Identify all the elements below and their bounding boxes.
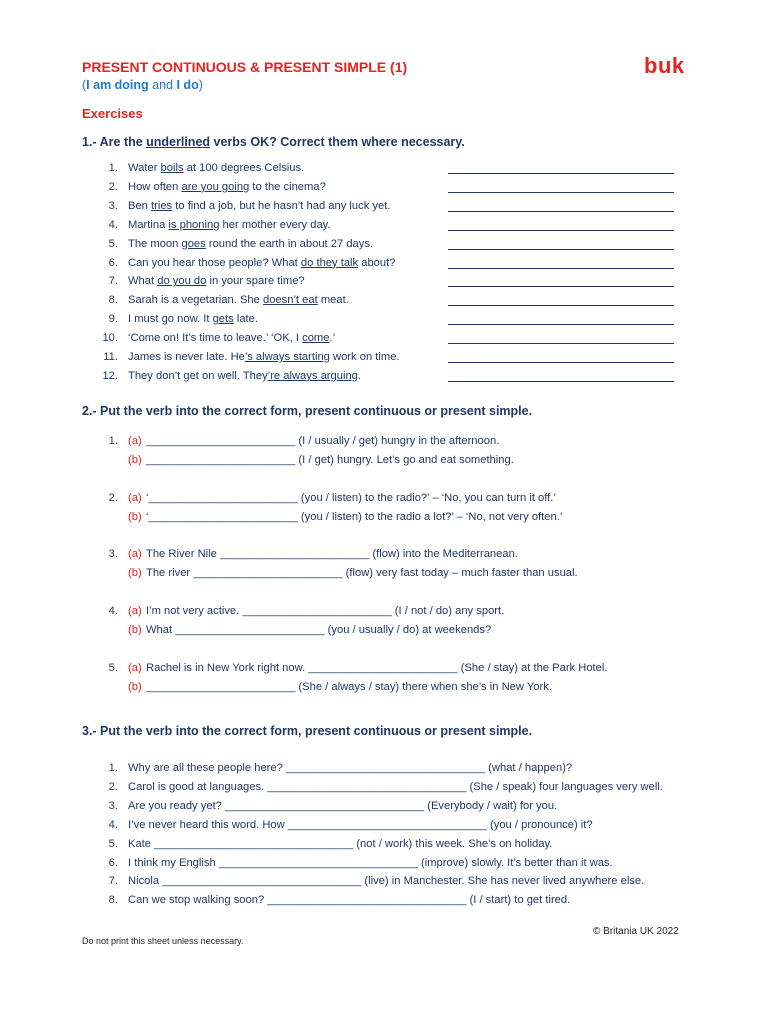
sentence-text: Water: [128, 162, 161, 174]
list-item: [0, 257, 768, 276]
underlined-verb: is phoning: [168, 218, 220, 231]
sentence-text: .: [357, 369, 361, 382]
answer-line[interactable]: [448, 173, 674, 174]
item-number: 1.: [108, 162, 118, 174]
item-number: 3.: [108, 799, 118, 812]
sentence-text: about?: [358, 256, 396, 269]
list-item: [0, 838, 768, 857]
exercise-row: [0, 567, 768, 586]
item-number: 1.: [108, 435, 118, 447]
underlined-verb: gets: [212, 313, 234, 326]
sentence-text: at 100 degrees Celsius.: [183, 162, 305, 174]
list-item: [0, 781, 768, 800]
item-number: 9.: [108, 313, 118, 326]
list-item: [0, 238, 768, 257]
sentence-text: in your spare time?: [206, 275, 305, 288]
item-number: 2.: [108, 780, 118, 793]
exercise-text: Carol is good at languages. ________________________________ (She / speak) four languages very well.: [128, 780, 663, 793]
exercise-text: Are you ready yet? ________________________________ (Everybody / wait) for you.: [128, 799, 558, 812]
answer-line[interactable]: [448, 230, 674, 231]
exercise-text: What ________________________ (you / usually / do) at weekends?: [146, 624, 492, 636]
item-number: 5.: [108, 662, 118, 674]
page-title: PRESENT CONTINUOUS & PRESENT SIMPLE (1): [82, 59, 408, 75]
sentence-text: ‘Come on! It’s time to leave.’ ‘OK, I: [128, 332, 303, 345]
answer-line[interactable]: [448, 381, 674, 382]
sentence-text: Martina: [128, 218, 169, 231]
exercise-text: The river ________________________ (flow) very fast today – much faster than usual.: [146, 567, 578, 579]
exercise-text: The River Nile ________________________ (flow) into the Mediterranean.: [146, 548, 518, 560]
sentence-text: to find a job, but he hasn’t had any luck yet.: [172, 199, 391, 212]
section-3-heading: 3.- Put the verb into the correct form, present continuous or present simple.: [82, 724, 533, 738]
sentence-text: Sarah is a vegetarian. She: [128, 294, 263, 307]
exercise-row: [0, 548, 768, 567]
item-sentence: [128, 181, 326, 193]
sentence-text: .’: [329, 332, 336, 345]
answer-line[interactable]: [448, 249, 674, 250]
item-number: 2.: [108, 180, 118, 193]
sentence-text: They don’t get on well. They: [128, 369, 268, 382]
list-item: [0, 894, 768, 913]
item-number: 11.: [103, 351, 118, 363]
copyright-text: © Britania UK 2022: [593, 926, 679, 937]
page-subtitle: (I am doing and I do): [82, 78, 203, 92]
item-number: 4.: [108, 818, 118, 831]
exercise-text: ________________________ (I / usually / get) hungry in the afternoon.: [146, 435, 500, 447]
item-sentence: [128, 275, 305, 287]
underlined-verb: ’s always starting: [244, 351, 330, 363]
list-item: [0, 351, 768, 370]
option-label: (b): [128, 567, 142, 579]
item-number: 8.: [108, 294, 118, 307]
underlined-verb: goes: [181, 237, 206, 250]
list-item: [0, 762, 768, 781]
underlined-verb: come: [302, 332, 330, 345]
answer-line[interactable]: [448, 268, 674, 269]
option-label: (a): [128, 548, 142, 560]
exercise-text: ________________________ (She / always / stay) there when she’s in New York.: [146, 681, 552, 693]
underlined-verb: doesn’t eat: [262, 294, 318, 307]
item-sentence: [128, 200, 390, 212]
brand-logo: buk: [644, 53, 685, 78]
item-sentence: [128, 351, 400, 363]
sentence-text: What: [128, 275, 158, 288]
list-item: [0, 800, 768, 819]
item-number: 1.: [108, 762, 118, 774]
list-item: [0, 875, 768, 894]
answer-line[interactable]: [448, 192, 674, 193]
item-sentence: [128, 313, 258, 325]
sentence-text: James is never late. He: [128, 351, 245, 363]
option-label: (b): [128, 511, 142, 523]
option-label: (b): [128, 681, 142, 693]
answer-line[interactable]: [448, 343, 674, 344]
item-number: 4.: [108, 605, 118, 617]
exercise-text: ________________________ (I / get) hungry. Let’s go and eat something.: [146, 454, 514, 466]
sentence-text: meat.: [317, 294, 349, 307]
item-number: 8.: [108, 894, 118, 907]
sentence-text: round the earth in about 27 days.: [205, 237, 374, 250]
exercise-text: ‘________________________ (you / listen) to the radio?’ – ‘No, you can turn it off.’: [146, 492, 556, 504]
exercise-text: Kate ________________________________ (not / work) this week. She’s on holiday.: [128, 837, 553, 850]
item-number: 7.: [108, 875, 118, 888]
exercises-heading: Exercises: [82, 106, 143, 121]
list-item: [0, 294, 768, 313]
sentence-text: late.: [233, 313, 258, 326]
underlined-verb: are you going: [181, 180, 250, 193]
section-1-heading: 1.- Are the underlined verbs OK? Correct them where necessary.: [82, 135, 465, 149]
item-number: 12.: [102, 369, 118, 382]
list-item: [0, 332, 768, 351]
exercise-row: [0, 681, 768, 700]
exercise-text: ‘________________________ (you / listen) to the radio a lot?’ – ‘No, not very often.’: [146, 511, 563, 523]
underlined-verb: boils: [160, 162, 184, 174]
item-sentence: [128, 219, 331, 231]
answer-line[interactable]: [448, 286, 674, 287]
option-label: (a): [128, 662, 142, 674]
sentence-text: Can you hear those people? What: [128, 256, 301, 269]
list-item: [0, 162, 768, 181]
option-label: (a): [128, 492, 142, 504]
item-number: 4.: [108, 218, 118, 231]
item-number: 3.: [108, 548, 118, 560]
sentence-text: I must go now. It: [128, 313, 213, 326]
option-label: (b): [128, 454, 142, 466]
underlined-verb: tries: [151, 199, 173, 212]
underlined-verb: do they talk: [300, 256, 359, 269]
item-number: 2.: [108, 492, 118, 504]
item-sentence: [128, 332, 335, 344]
list-item: [0, 313, 768, 332]
sentence-text: Ben: [128, 199, 152, 212]
exercise-text: Can we stop walking soon? ________________________________ (I / start) to get tired.: [128, 894, 571, 907]
sentence-text: work on time.: [329, 351, 400, 363]
list-item: [0, 181, 768, 200]
sentence-text: her mother every day.: [219, 218, 331, 231]
exercise-row: [0, 511, 768, 530]
item-sentence: [128, 162, 304, 174]
item-number: 6.: [108, 256, 118, 269]
exercise-row: [0, 492, 768, 511]
exercise-row: [0, 624, 768, 643]
item-sentence: [128, 370, 361, 382]
answer-line[interactable]: [448, 362, 674, 363]
option-label: (b): [128, 624, 142, 636]
item-number: 3.: [108, 199, 118, 212]
underlined-verb: ’re always arguing: [267, 369, 358, 382]
underlined-verb: do you do: [157, 275, 207, 288]
answer-line[interactable]: [448, 305, 674, 306]
sentence-text: to the cinema?: [249, 180, 326, 193]
item-number: 7.: [108, 275, 118, 288]
exercise-row: [0, 662, 768, 681]
exercise-text: Nicola ________________________________ (live) in Manchester. She has never lived anywhere else.: [128, 875, 645, 888]
list-item: [0, 857, 768, 876]
list-item: [0, 370, 768, 389]
exercise-row: [0, 435, 768, 454]
sentence-text: How often: [128, 180, 182, 193]
list-item: [0, 200, 768, 219]
exercise-text: I’ve never heard this word. How ________________________________ (you / pronounce) it?: [128, 818, 593, 831]
item-sentence: [128, 238, 373, 250]
item-sentence: [128, 257, 395, 269]
exercise-text: I’m not very active. ________________________ (I / not / do) any sport.: [146, 605, 505, 617]
item-number: 6.: [108, 856, 118, 869]
section-2-heading: 2.- Put the verb into the correct form, present continuous or present simple.: [82, 404, 533, 418]
exercise-text: Why are all these people here? ________________________________ (what / happen)?: [128, 762, 573, 774]
option-label: (a): [128, 435, 142, 447]
print-note: Do not print this sheet unless necessary.: [82, 936, 244, 946]
exercise-text: I think my English ________________________________ (improve) slowly. It’s better than it was.: [128, 856, 613, 869]
item-number: 5.: [108, 837, 118, 850]
list-item: [0, 219, 768, 238]
answer-line[interactable]: [448, 324, 674, 325]
list-item: [0, 275, 768, 294]
list-item: [0, 819, 768, 838]
item-number: 5.: [108, 237, 118, 250]
exercise-text: Rachel is in New York right now. ________________________ (She / stay) at the Park Hotel.: [146, 662, 608, 674]
answer-line[interactable]: [448, 211, 674, 212]
item-sentence: [128, 294, 349, 306]
exercise-row: [0, 605, 768, 624]
sentence-text: The moon: [128, 237, 182, 250]
option-label: (a): [128, 605, 142, 617]
exercise-row: [0, 454, 768, 473]
item-number: 10.: [102, 332, 118, 345]
